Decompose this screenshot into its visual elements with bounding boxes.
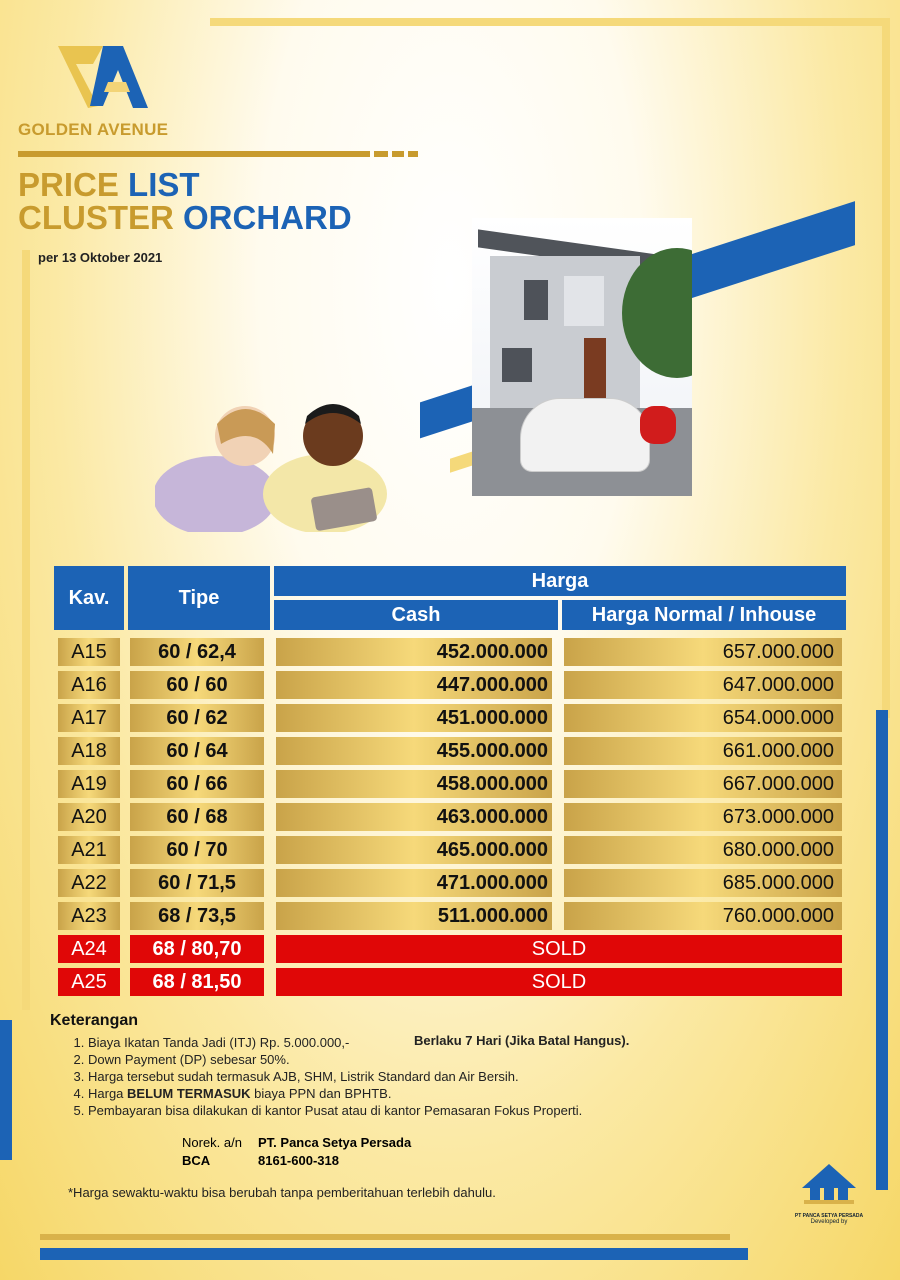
- itj-validity-note: Berlaku 7 Hari (Jika Batal Hangus).: [414, 1033, 630, 1048]
- table-row: [54, 638, 846, 666]
- cell-cash: 463.000.000: [276, 803, 552, 831]
- table-row: [54, 770, 846, 798]
- cell-tipe: 60 / 70: [130, 836, 264, 864]
- cell-tipe: 60 / 68: [130, 803, 264, 831]
- note-item: 2. Down Payment (DP) sebesar 50%.: [88, 1051, 810, 1068]
- frame-top-line: [210, 18, 890, 26]
- account-number: 8161-600-318: [258, 1153, 339, 1168]
- cell-tipe: 68 / 73,5: [130, 902, 264, 930]
- cell-tipe: 60 / 64: [130, 737, 264, 765]
- sold-status: SOLD: [276, 935, 842, 963]
- developer-name: PT PANCA SETYA PERSADA: [794, 1213, 864, 1219]
- cell-kav: A24: [58, 935, 120, 963]
- header-harga: Harga: [274, 566, 846, 596]
- date-accent: [22, 254, 30, 284]
- header-kav: Kav.: [54, 566, 124, 630]
- cell-cash: 451.000.000: [276, 704, 552, 732]
- cell-kav: A22: [58, 869, 120, 897]
- house-render-image: [472, 218, 692, 496]
- cell-normal: 654.000.000: [564, 704, 842, 732]
- bank-label: Norek. a/n: [182, 1135, 242, 1150]
- brand-name: GOLDEN AVENUE: [18, 120, 169, 139]
- cell-tipe: 60 / 60: [130, 671, 264, 699]
- blue-accent-right: [876, 710, 888, 1190]
- brand-logo: [18, 36, 188, 140]
- table-row: [54, 704, 846, 732]
- account-name: PT. Panca Setya Persada: [258, 1135, 412, 1150]
- gold-accent-bottom: [40, 1234, 730, 1240]
- table-row: [54, 836, 846, 864]
- cell-normal: 680.000.000: [564, 836, 842, 864]
- cell-tipe: 68 / 81,50: [130, 968, 264, 996]
- title-price: PRICE: [18, 166, 119, 203]
- logo-dash: [392, 151, 404, 157]
- note-item: 5. Pembayaran bisa dilakukan di kantor Pusat atau di kantor Pemasaran Fokus Properti.: [88, 1102, 810, 1119]
- header-cash: Cash: [274, 600, 558, 630]
- notes-heading: Keterangan: [50, 1012, 139, 1029]
- cell-kav: A23: [58, 902, 120, 930]
- note-item: 4. Harga BELUM TERMASUK biaya PPN dan BPHTB.: [88, 1085, 810, 1102]
- cell-kav: A19: [58, 770, 120, 798]
- cell-kav: A25: [58, 968, 120, 996]
- cell-tipe: 60 / 62,4: [130, 638, 264, 666]
- cell-cash: 465.000.000: [276, 836, 552, 864]
- cell-kav: A20: [58, 803, 120, 831]
- title-list: LIST: [128, 166, 200, 203]
- cell-cash: 471.000.000: [276, 869, 552, 897]
- golden-avenue-logo-icon: [48, 36, 158, 116]
- cell-cash: 455.000.000: [276, 737, 552, 765]
- cell-cash: 458.000.000: [276, 770, 552, 798]
- logo-underline: [18, 151, 370, 157]
- table-row: [54, 671, 846, 699]
- cell-normal: 685.000.000: [564, 869, 842, 897]
- couple-with-tablet-image: [155, 384, 395, 532]
- cell-normal: 673.000.000: [564, 803, 842, 831]
- car-icon: [520, 398, 650, 472]
- logo-dash: [374, 151, 388, 157]
- table-row: [54, 902, 846, 930]
- cell-tipe: 68 / 80,70: [130, 935, 264, 963]
- cell-kav: A17: [58, 704, 120, 732]
- title-orchard: ORCHARD: [183, 199, 352, 236]
- sold-status: SOLD: [276, 968, 842, 996]
- bank-name: BCA: [182, 1153, 211, 1168]
- cell-kav: A15: [58, 638, 120, 666]
- scooter-icon: [640, 406, 676, 444]
- cell-kav: A21: [58, 836, 120, 864]
- table-row: [54, 869, 846, 897]
- note-item: 3. Harga tersebut sudah termasuk AJB, SHM, Listrik Standard dan Air Bersih.: [88, 1068, 810, 1085]
- cell-kav: A18: [58, 737, 120, 765]
- table-row-sold: [54, 935, 846, 963]
- note-item: 1. Biaya Ikatan Tanda Jadi (ITJ) Rp. 5.000.000,-: [88, 1034, 810, 1051]
- frame-left-line: [22, 250, 30, 1010]
- cell-tipe: 60 / 66: [130, 770, 264, 798]
- price-list-date: per 13 Oktober 2021: [38, 250, 163, 265]
- frame-right-line: [882, 18, 890, 718]
- page-title-line-2: [18, 201, 352, 235]
- blue-accent-left: [0, 1020, 12, 1160]
- cell-cash: 511.000.000: [276, 902, 552, 930]
- panca-setya-persada-logo-icon: [794, 1158, 864, 1208]
- cell-normal: 647.000.000: [564, 671, 842, 699]
- cell-normal: 667.000.000: [564, 770, 842, 798]
- table-row: [54, 803, 846, 831]
- cell-tipe: 60 / 71,5: [130, 869, 264, 897]
- cell-normal: 657.000.000: [564, 638, 842, 666]
- header-harga-normal: Harga Normal / Inhouse: [562, 600, 846, 630]
- price-disclaimer: *Harga sewaktu-waktu bisa berubah tanpa pemberitahuan terlebih dahulu.: [68, 1185, 496, 1200]
- bank-info: [182, 1134, 411, 1170]
- cell-kav: A16: [58, 671, 120, 699]
- blue-accent-bottom: [40, 1248, 748, 1260]
- cell-normal: 760.000.000: [564, 902, 842, 930]
- header-tipe: Tipe: [128, 566, 270, 630]
- page-title-line-1: [18, 168, 200, 202]
- cell-tipe: 60 / 62: [130, 704, 264, 732]
- developer-logo: [784, 1158, 874, 1230]
- table-row: [54, 737, 846, 765]
- cell-normal: 661.000.000: [564, 737, 842, 765]
- cell-cash: 452.000.000: [276, 638, 552, 666]
- table-row-sold: [54, 968, 846, 996]
- cell-cash: 447.000.000: [276, 671, 552, 699]
- notes-section: [50, 1012, 810, 1119]
- developed-by-label: Developed by: [810, 1219, 848, 1225]
- title-cluster: CLUSTER: [18, 199, 174, 236]
- logo-dash: [408, 151, 418, 157]
